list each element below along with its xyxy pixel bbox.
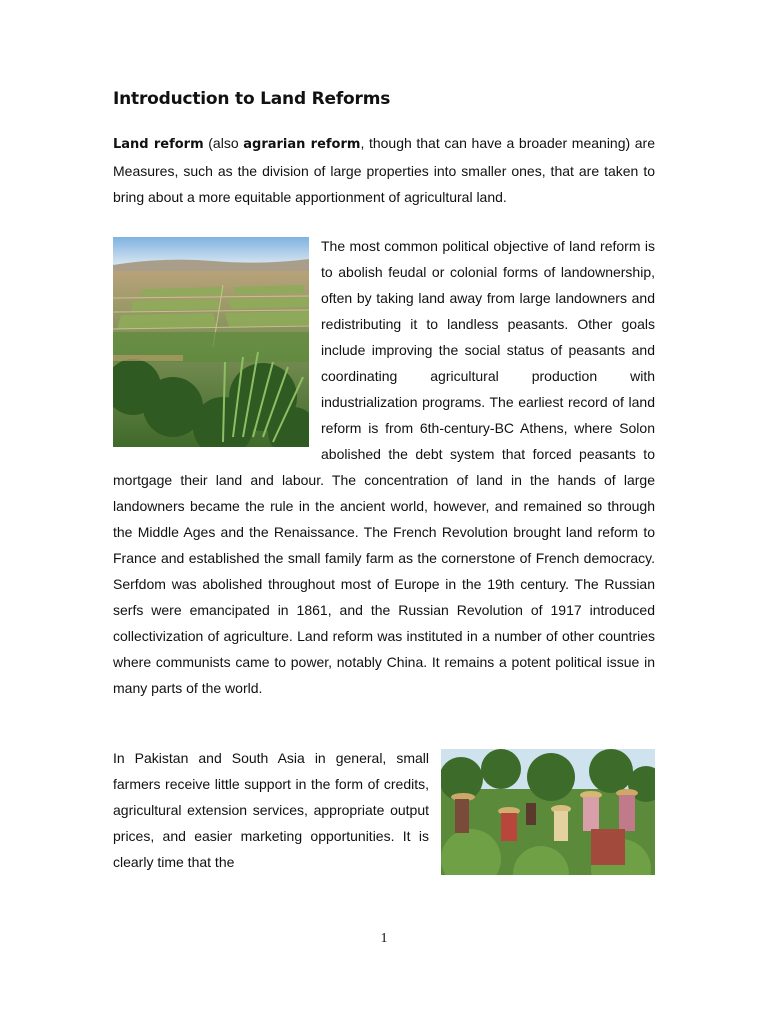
farmland-fields-photo [113, 237, 309, 447]
history-paragraph [113, 233, 655, 701]
pakistan-paragraph [113, 745, 655, 875]
term-land-reform: Land reform [113, 137, 204, 152]
intro-text-1: (also [203, 135, 244, 151]
history-paragraph-text: The most common political objective of land reform is to abolish feudal or colonial forms of landownership, often by taking land away from large landowners and redistributing it to landless peasants. Other goals include improving the social status of peasants and coordinating agricultural production with industrialization programs. The earliest record of land reform is from 6th-century-BC Athens, where Solon abolished the debt system that forced peasants to mortgage their land and labour. The concentration of land in the hands of large landowners became the rule in the ancient world, however, and remained so through the Middle Ages and the Renaissance. The French Revolution brought land reform to France and established the small family farm as the cornerstone of French democracy. Serfdom was abolished throughout most of Europe in the 19th century. The Russian serfs were emancipated in 1861, and the Russian Revolution of 1917 introduced collectivization of agriculture. Land reform was instituted in a number of other countries where communists came to power, notably China. It remains a potent political issue in many parts of the world. [113, 238, 655, 696]
intro-text-2: , though that can have a broader meaning) are Measures, such as the division of large properties into smaller ones, that are taken to bring about a more equitable apportionment of agricultural land. [113, 135, 656, 205]
intro-paragraph [113, 130, 655, 210]
farmers-working-photo [441, 749, 655, 875]
document-title: Introduction to Land Reforms [113, 89, 391, 109]
page-number: 1 [380, 931, 388, 946]
pakistan-paragraph-text: In Pakistan and South Asia in general, small farmers receive little support in the form of credits, agricultural extension services, appropriate output prices, and easier marketing opportunities. It is clearly time that the [113, 750, 429, 870]
term-agrarian-reform: agrarian reform [243, 137, 361, 152]
